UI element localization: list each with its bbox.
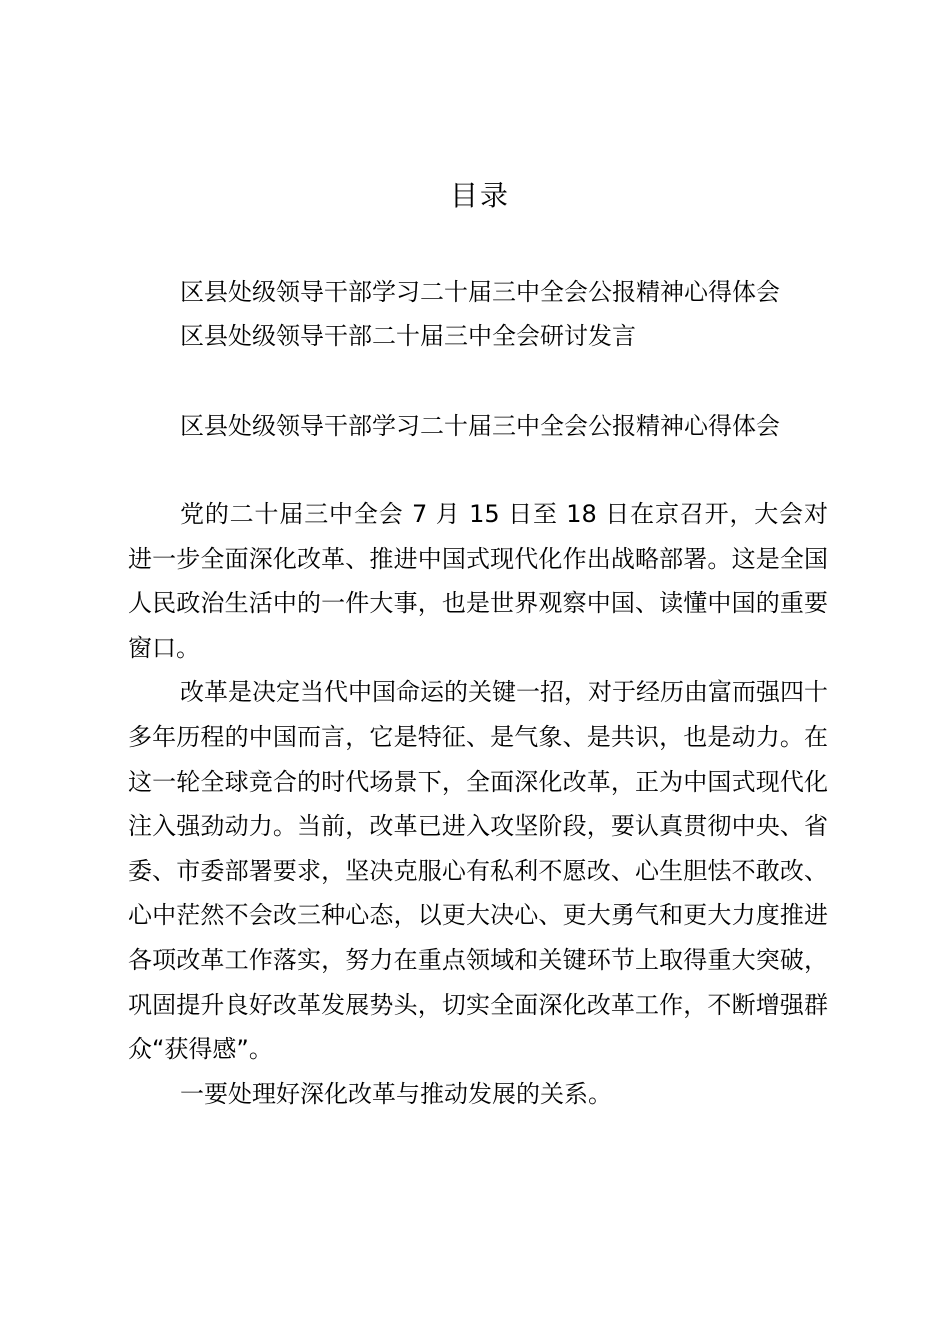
toc-item[interactable]: 区县处级领导干部学习二十届三中全会公报精神心得体会 <box>180 278 780 306</box>
article-body <box>128 492 828 1116</box>
toc-heading: 目录 <box>449 179 510 212</box>
toc-list <box>180 270 880 358</box>
paragraph: 改革是决定当代中国命运的关键一招，对于经历由富而强四十多年历程的中国而言，它是特征、是气象、是共识，也是动力。在这一轮全球竞合的时代场景下，全面深化改革，正为中国式现代化注入强劲动力。当前，改革已进入攻坚阶段，要认真贯彻中央、省委、市委部署要求，坚决克服心有私利不愿改、心生胆怯不敢改、心中茫然不会改三种心态，以更大决心、更大勇气和更大力度推进各项改革工作落实，努力在重点领域和关键环节上取得重大突破，巩固提升良好改革发展势头，切实全面深化改革工作，不断增强群众“获得感”。 <box>128 678 828 1064</box>
paragraph: 党的二十届三中全会 7 月 15 日至 18 日在京召开，大会对进一步全面深化改革、推进中国式现代化作出战略部署。这是全国人民政治生活中的一件大事，也是世界观察中国、读懂中国的重要窗口。 <box>128 500 828 662</box>
paragraph: 一要处理好深化改革与推动发展的关系。 <box>180 1079 612 1108</box>
toc-item[interactable]: 区县处级领导干部二十届三中全会研讨发言 <box>180 322 636 350</box>
article-title: 区县处级领导干部学习二十届三中全会公报精神心得体会 <box>180 412 780 440</box>
